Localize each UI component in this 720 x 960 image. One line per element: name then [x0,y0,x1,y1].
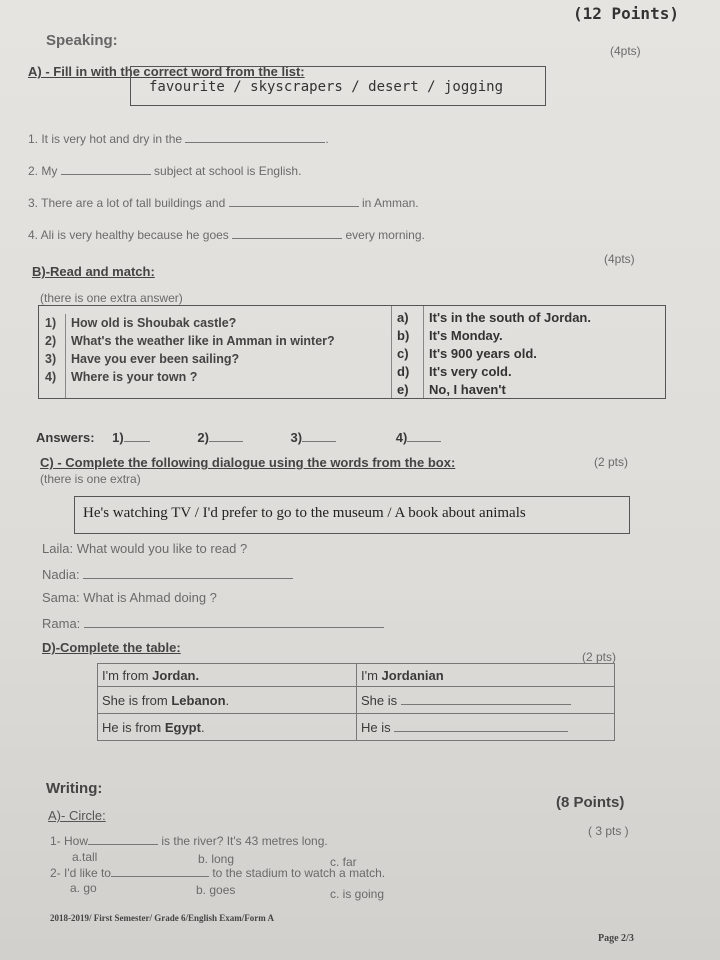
cell-text: . [200,719,205,735]
circle-q2-blank[interactable] [111,876,209,877]
writing-a-title: A)- Circle: [48,808,106,823]
fill-q1-blank[interactable] [185,142,325,143]
table-cell [357,687,615,714]
cell-bold: Jordan. [152,667,200,683]
match-question-1 [45,316,335,334]
table-row [98,687,615,714]
speaker-sama: Sama: [42,590,80,605]
cell-bold: Lebanon [171,692,226,708]
writing-a-points: ( 3 pts ) [588,824,629,838]
circle-q2-opt-a[interactable]: a. go [70,881,97,895]
circle-q1-end: is the river? It's 43 metres long. [161,834,328,848]
answer-blank-3[interactable] [302,441,336,442]
match-question-text: Have you ever been sailing? [71,352,240,366]
circle-q1-opt-b[interactable]: b. long [198,852,235,866]
rama-answer-blank[interactable] [84,627,384,628]
match-question-num: 4) [45,370,57,384]
she-is-blank[interactable] [401,704,571,705]
answer-blank-1[interactable] [124,441,150,442]
match-question-text: Where is your town ? [71,370,198,384]
section-b-title: B)-Read and match: [32,264,155,279]
line-laila-text: What would you like to read ? [76,541,248,556]
total-points: (12 Points) [573,4,679,23]
answer-blank-4[interactable] [407,441,441,442]
section-c-points: (2 pts) [594,455,629,469]
nadia-answer-blank[interactable] [83,578,293,579]
footer-info: 2018-2019/ First Semester/ Grade 6/English Exam/Form A [50,913,274,923]
fill-q1-text: 1. It is very hot and dry in the [28,132,183,146]
dialogue-line-laila [42,541,247,556]
match-question-2 [45,334,335,352]
table-cell [357,664,615,687]
answer-num-1: 1) [112,430,124,445]
circle-q2-end: to the stadium to watch a match. [212,866,386,880]
dialogue-line-nadia [42,567,293,582]
match-table [38,305,666,399]
table-row [98,664,615,687]
nationality-table [97,663,615,741]
speaker-nadia: Nadia: [42,567,80,582]
fill-q1 [28,132,329,146]
answer-list [397,310,591,400]
match-question-4 [45,370,335,388]
cell-text: She is [361,692,398,708]
he-is-blank[interactable] [394,731,568,732]
circle-q1-opt-c[interactable]: c. far [330,855,357,869]
table-cell [98,687,357,714]
section-c-note: (there is one extra) [40,472,141,486]
circle-q2-opt-c[interactable]: c. is going [330,887,385,901]
table-cell [98,714,357,741]
fill-q4-start: 4. Ali is very healthy because he goes [28,228,229,242]
speaking-title: Speaking: [46,32,118,49]
dialogue-word-box [74,496,630,534]
match-answer-5 [397,382,591,400]
fill-q2 [28,164,301,178]
speaking-points: (4pts) [610,44,641,58]
fill-q2-blank[interactable] [61,174,151,175]
match-answer-2 [397,328,591,346]
answers-row [36,430,441,445]
circle-q2-start: 2- I'd like to [50,866,111,880]
answers-label: Answers: [36,430,95,445]
cell-bold: Jordanian [381,667,444,683]
fill-q2-start: 2. My [28,164,58,178]
match-answer-4 [397,364,591,382]
answer-num-2: 2) [197,430,209,445]
match-answer-1 [397,310,591,328]
match-question-3 [45,352,335,370]
match-answer-text: It's very cold. [429,364,512,379]
section-d-points: (2 pts) [582,650,617,664]
circle-q1-opt-a[interactable]: a.tall [72,850,98,864]
circle-q1 [50,834,328,848]
match-answer-text: No, I haven't [429,382,506,397]
section-a-title: A) - Fill in with the correct word from the list: [28,64,305,79]
match-answer-text: It's in the south of Jordan. [429,310,591,325]
match-answer-text: It's Monday. [429,328,503,343]
table-cell [98,664,357,687]
match-question-text: What's the weather like in Amman in winter? [71,334,335,348]
fill-q4-end: every morning. [345,228,425,242]
cell-bold: Egypt [164,719,201,735]
section-c-title: C) - Complete the following dialogue using the words from the box: [40,455,456,470]
match-question-num: 3) [45,352,57,366]
answer-num-3: 3) [290,430,303,445]
page-number: Page 2/3 [598,933,634,944]
fill-q2-end: subject at school is English. [154,164,302,178]
cell-text: He is [361,719,391,735]
match-answer-text: It's 900 years old. [429,346,537,361]
cell-text: He is from [102,719,165,735]
fill-q3 [28,196,419,210]
dialogue-words: He's watching TV / I'd prefer to go to the museum / A book about animals [83,505,526,521]
question-list [45,316,335,388]
cell-text: I'm from [102,667,153,683]
line-sama-text: What is Ahmad doing ? [83,590,217,605]
circle-q2 [50,866,385,880]
table-row [98,714,615,741]
section-d-title: D)-Complete the table: [42,640,181,655]
section-b-points: (4pts) [604,252,635,266]
table-cell [357,714,615,741]
fill-q3-end: in Amman. [361,196,419,210]
match-answer-letter: a) [397,310,409,325]
match-question-text: How old is Shoubak castle? [71,316,237,330]
fill-q4-blank[interactable] [232,238,342,239]
fill-q3-start: 3. There are a lot of tall buildings and [28,196,226,210]
cell-text: . [225,692,230,708]
circle-q1-blank[interactable] [88,844,158,845]
match-answer-letter: b) [397,328,410,343]
word-list: favourite / skyscrapers / desert / jogging [149,79,504,95]
word-list-box [130,66,546,106]
match-answer-letter: d) [397,364,410,379]
dialogue-line-sama [42,590,217,605]
cell-text: I'm [361,667,382,683]
match-answer-letter: e) [397,382,409,397]
match-question-num: 1) [45,316,57,330]
writing-title: Writing: [46,780,103,797]
section-b-note: (there is one extra answer) [40,291,183,305]
match-answer-letter: c) [397,346,409,361]
fill-q1-end: . [325,132,329,146]
fill-q4 [28,228,425,242]
circle-q2-opt-b[interactable]: b. goes [196,883,236,897]
speaker-laila: Laila: [42,541,74,556]
writing-points: (8 Points) [556,794,625,811]
match-question-num: 2) [45,334,57,348]
dialogue-line-rama [42,616,384,631]
fill-q3-blank[interactable] [229,206,359,207]
match-answer-3 [397,346,591,364]
cell-text: She is from [102,692,172,708]
answer-blank-2[interactable] [209,441,243,442]
answer-num-4: 4) [395,430,408,445]
speaker-rama: Rama: [42,616,81,631]
circle-q1-start: 1- How [50,834,89,848]
